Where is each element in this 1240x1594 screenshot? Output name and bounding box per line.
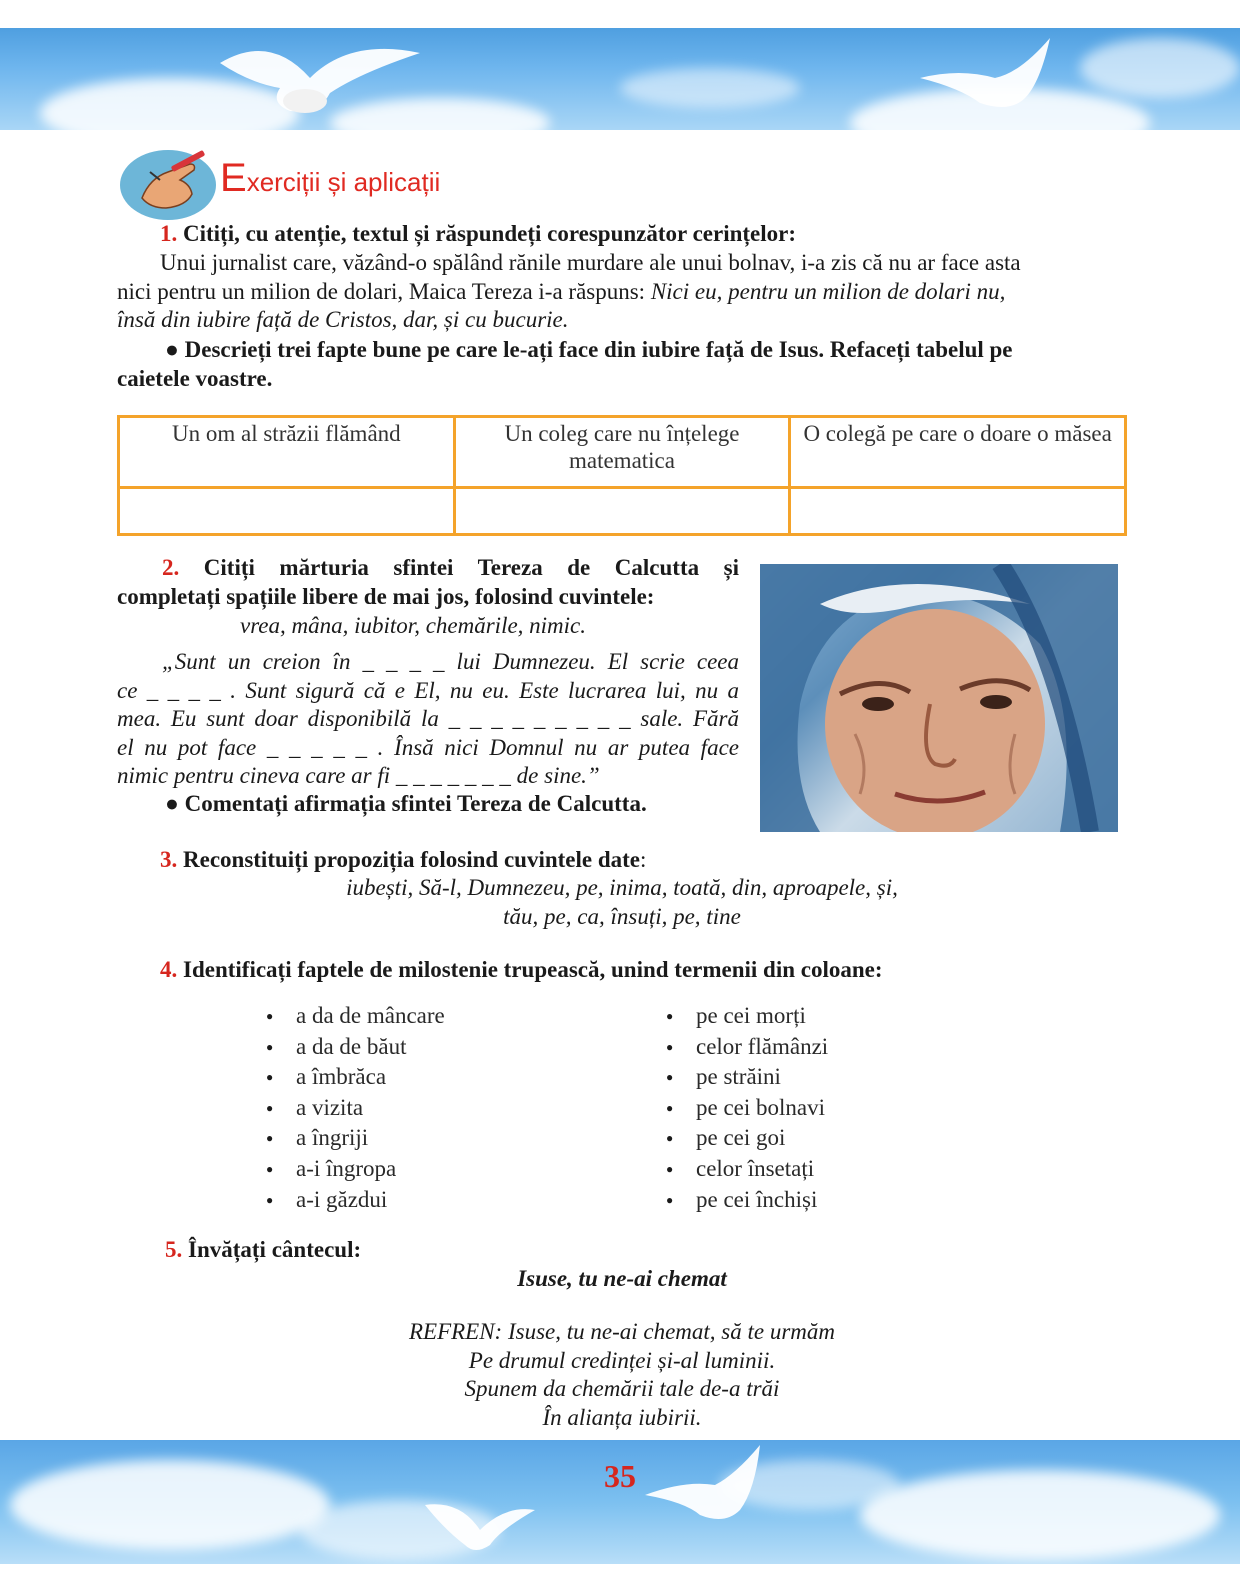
ex1-text-line2: nici pentru un milion de dolari, Maica Tereza i-a răspuns: Nici eu, pentru un milion de dolari nu,	[117, 279, 1006, 304]
list-item: ● pe cei goi	[666, 1123, 1026, 1154]
section-title: Exerciții și aplicații	[220, 156, 441, 200]
ex1-instruction	[160, 220, 1120, 249]
song-title: Isuse, tu ne-ai chemat	[517, 1266, 727, 1291]
list-item: ● a da de mâncare	[266, 1001, 626, 1032]
list-item: ● a-i îngropa	[266, 1154, 626, 1185]
list-item: ● a vizita	[266, 1093, 626, 1124]
list-item: ● a da de băut	[266, 1032, 626, 1063]
ex4-number: 4.	[160, 957, 178, 982]
ex1-instruction-text: Citiți, cu atenție, textul și răspundeți corespunzător cerințelor:	[183, 221, 797, 246]
mother-teresa-portrait	[760, 564, 1118, 832]
list-item: ● celor însetați	[666, 1154, 1026, 1185]
list-item: ● a îmbrăca	[266, 1062, 626, 1093]
ex1-task-line2: caietele voastre.	[117, 366, 273, 391]
ex3-words-line2: tău, pe, ca, însuți, pe, tine	[503, 904, 741, 929]
ex1-number: 1.	[160, 221, 178, 246]
ex4-right-column	[666, 1001, 1026, 1215]
good-deeds-table	[117, 415, 1127, 536]
header-sky-banner	[0, 28, 1240, 130]
list-item: ● pe cei închiși	[666, 1185, 1026, 1216]
ex3-words-line1: iubești, Să-l, Dumnezeu, pe, inima, toată, din, aproapele, și,	[346, 875, 898, 900]
list-item: ● celor flămânzi	[666, 1032, 1026, 1063]
list-item: ● a-i găzdui	[266, 1185, 626, 1216]
ex2-quote: „Sunt un creion în _ _ _ _ lui Dumnezeu. El scrie ceea ce _ _ _ _ . Sunt sigură că e El, nu eu. Este lucrarea lui, nu a mea. Eu sunt doar disponibilă la _ _ _ _ _ _ _ _ _ sale. Fără el nu pot face _ _ _ _ _ . Însă nici Domnul nu ar putea face nimic pentru cineva care ar fi _ _ _ _ _ _ _ de sine.”	[117, 649, 739, 788]
list-item: ● pe străini	[666, 1062, 1026, 1093]
list-item: ● pe cei bolnavi	[666, 1093, 1026, 1124]
table-empty-cell[interactable]	[790, 488, 1126, 535]
table-header-cell: O colegă pe care o doare o măsea	[790, 417, 1126, 488]
table-header-cell: Un coleg care nu înțelege matematica	[454, 417, 790, 488]
section-heading	[120, 150, 620, 225]
ex1-task: ● Descrieți trei fapte bune pe care le-ați face din iubire față de Isus. Refaceți tabelul pe	[165, 337, 1013, 362]
ex2-number: 2.	[162, 555, 180, 580]
dove-icon	[640, 1440, 790, 1530]
writing-hand-icon	[120, 150, 216, 220]
ex2-task: ● Comentați afirmația sfintei Tereza de Calcutta.	[165, 791, 647, 816]
ex2-instruction: 2. Citiți mărturia sfintei Tereza de Calcutta și completați spațiile libere de mai jos, folosind cuvintele:	[117, 555, 739, 609]
ex3-number: 3.	[160, 847, 178, 872]
ex5-number: 5.	[165, 1237, 183, 1262]
dove-icon	[210, 33, 430, 128]
table-empty-cell[interactable]	[119, 488, 455, 535]
list-item: ● a îngriji	[266, 1123, 626, 1154]
list-item: ● pe cei morți	[666, 1001, 1026, 1032]
dove-icon	[900, 33, 1100, 123]
ex4-instruction: 4. Identificați faptele de milostenie trupească, unind termenii din coloane:	[160, 957, 883, 982]
ex5-instruction: 5. Învățați cântecul:	[165, 1237, 362, 1262]
ex1-text-line1: Unui jurnalist care, văzând-o spălând rănile murdare ale unui bolnav, i-a zis că nu ar face asta	[160, 250, 1021, 275]
ex3-instruction: 3. Reconstituiți propoziția folosind cuvintele date:	[160, 847, 647, 872]
ex1-text-line3: însă din iubire față de Cristos, dar, și cu bucurie.	[117, 307, 569, 332]
table-empty-cell[interactable]	[454, 488, 790, 535]
song-lyrics: REFREN: Isuse, tu ne-ai chemat, să te urmăm Pe drumul credinței și-al luminii. Spunem da chemării tale de-a trăi În alianța iubirii.	[408, 1319, 836, 1430]
table-header-cell: Un om al străzii flămând	[119, 417, 455, 488]
ex2-words: vrea, mâna, iubitor, chemările, nimic.	[240, 613, 587, 638]
dove-icon	[420, 1495, 540, 1560]
ex4-left-column	[266, 1001, 626, 1215]
page-number: 35	[604, 1458, 636, 1494]
